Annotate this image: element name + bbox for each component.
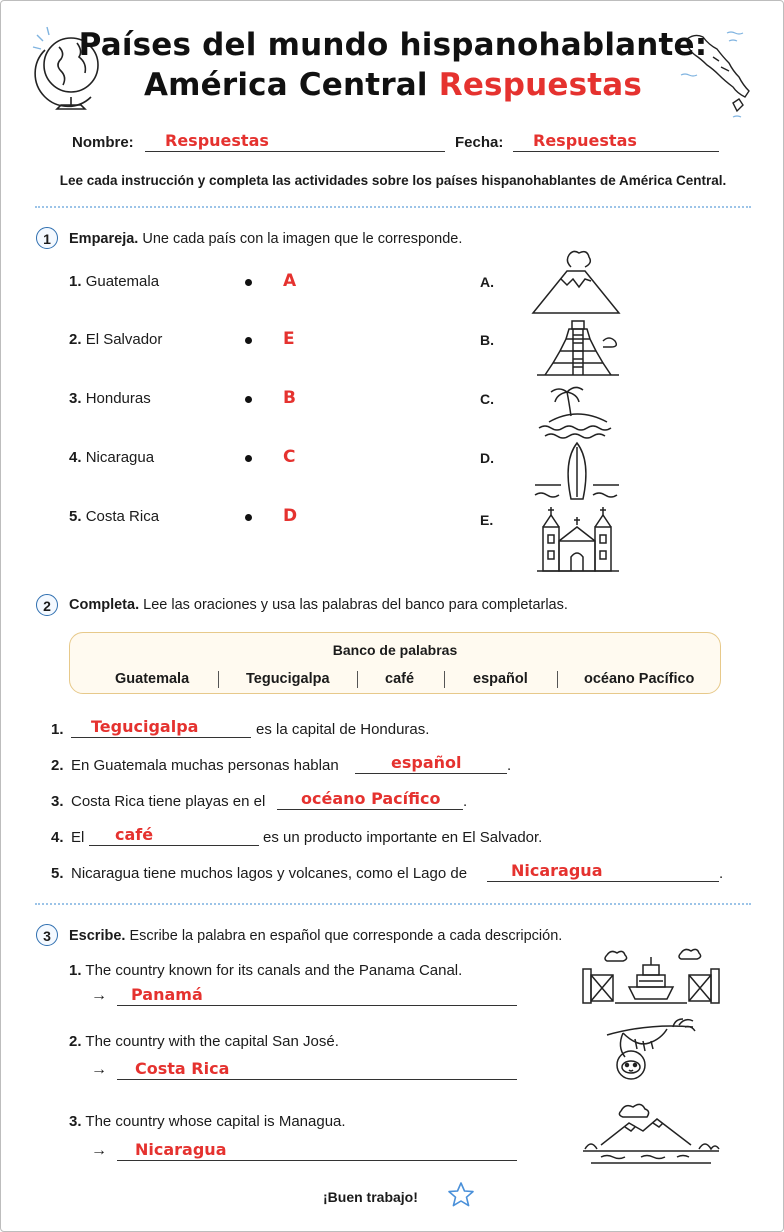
- option-letter: C.: [480, 391, 494, 407]
- section-number-badge: 1: [36, 227, 58, 249]
- blank-field[interactable]: [71, 717, 251, 738]
- section-3-heading: [69, 928, 562, 944]
- description-item: 3. The country whose capital is Managua.: [69, 1113, 346, 1130]
- sentence-text: En Guatemala muchas personas hablan: [71, 757, 339, 774]
- sentence-text: es un producto importante en El Salvador.: [263, 829, 543, 846]
- match-answer: B: [283, 388, 296, 408]
- match-dot[interactable]: [245, 396, 252, 403]
- instructions: Lee cada instrucción y completa las actividades sobre los países hispanohablantes de América Central.: [59, 173, 727, 188]
- volcano-icon: [531, 247, 621, 317]
- bank-word: océano Pacífico: [584, 671, 695, 687]
- date-value: Respuestas: [533, 131, 637, 150]
- bank-separator: [557, 671, 558, 688]
- blank-answer: Tegucigalpa: [91, 717, 199, 736]
- surfboard-icon: [533, 441, 621, 503]
- section-1-title: Empareja.: [69, 231, 139, 247]
- title-line-2: [1, 67, 784, 103]
- name-label: Nombre:: [72, 134, 134, 151]
- sentence-number: 5.: [51, 865, 64, 882]
- match-answer: A: [283, 271, 297, 291]
- island-icon: [537, 382, 619, 442]
- bank-word: español: [473, 671, 528, 687]
- title-answers-tag: Respuestas: [438, 67, 643, 103]
- word-bank: [69, 632, 721, 694]
- sentence-number: 2.: [51, 757, 64, 774]
- name-field[interactable]: [145, 131, 445, 152]
- sentence-text: .: [719, 865, 724, 882]
- sentence-text: .: [507, 757, 512, 774]
- match-item: 1. Guatemala: [69, 273, 160, 290]
- match-answer: D: [283, 506, 298, 526]
- sentence-text: es la capital de Honduras.: [256, 721, 430, 738]
- section-3-title: Escribe.: [69, 928, 126, 944]
- blank-field[interactable]: [89, 825, 259, 846]
- footer-text: ¡Buen trabajo!: [323, 1189, 418, 1205]
- canal-ship-icon: [581, 945, 721, 1007]
- section-2-heading: [69, 597, 568, 613]
- date-field[interactable]: [513, 131, 719, 152]
- option-letter: A.: [480, 274, 494, 290]
- description-item: 2. The country with the capital San José.: [69, 1033, 339, 1050]
- word-bank-title: Banco de palabras: [332, 642, 458, 658]
- bank-word: café: [385, 671, 415, 687]
- arrow-icon: →: [91, 1061, 107, 1078]
- written-answer: Costa Rica: [135, 1059, 230, 1078]
- divider: [35, 206, 751, 208]
- bank-separator: [357, 671, 358, 688]
- description-item: 1. The country known for its canals and the Panama Canal.: [69, 962, 463, 979]
- match-item: 2. El Salvador: [69, 331, 163, 348]
- answer-field[interactable]: [117, 985, 517, 1006]
- pyramid-icon: [533, 317, 623, 379]
- bank-word: Tegucigalpa: [246, 671, 330, 687]
- option-letter: B.: [480, 332, 494, 348]
- match-item: 5. Costa Rica: [69, 508, 160, 525]
- sentence-number: 4.: [51, 829, 64, 846]
- section-number-badge: 2: [36, 594, 58, 616]
- written-answer: Panamá: [131, 985, 203, 1004]
- sentence-number: 3.: [51, 793, 64, 810]
- sentence-text: .: [463, 793, 468, 810]
- blank-answer: café: [115, 825, 154, 844]
- match-answer: E: [283, 329, 295, 349]
- divider: [35, 903, 751, 905]
- title-line-1: Países del mundo hispanohablante:: [78, 27, 708, 63]
- match-item: 3. Honduras: [69, 390, 151, 407]
- star-icon: [447, 1181, 475, 1209]
- match-dot[interactable]: [245, 279, 252, 286]
- title-region: América Central: [143, 67, 428, 103]
- church-icon: [535, 505, 621, 575]
- bank-separator: [218, 671, 219, 688]
- section-2-text: Lee las oraciones y usa las palabras del banco para completarlas.: [143, 597, 568, 613]
- arrow-icon: →: [91, 987, 107, 1004]
- match-item: 4. Nicaragua: [69, 449, 155, 466]
- section-number-badge: 3: [36, 924, 58, 946]
- blank-answer: español: [391, 753, 462, 772]
- section-1-text: Une cada país con la imagen que le corresponde.: [142, 231, 463, 247]
- lake-volcano-icon: [581, 1099, 721, 1165]
- sentence-text: El: [71, 829, 85, 846]
- blank-field[interactable]: [355, 753, 507, 774]
- sentence-text: Costa Rica tiene playas en el: [71, 793, 266, 810]
- match-dot[interactable]: [245, 455, 252, 462]
- sentence-text: Nicaragua tiene muchos lagos y volcanes, como el Lago de: [71, 865, 468, 882]
- answer-field[interactable]: [117, 1059, 517, 1080]
- option-letter: E.: [480, 512, 494, 528]
- section-2-title: Completa.: [69, 597, 140, 613]
- arrow-icon: →: [91, 1142, 107, 1159]
- date-label: Fecha:: [455, 134, 504, 151]
- answer-field[interactable]: [117, 1140, 517, 1161]
- option-letter: D.: [480, 450, 494, 466]
- written-answer: Nicaragua: [135, 1140, 227, 1159]
- sloth-icon: [603, 1017, 699, 1087]
- match-dot[interactable]: [245, 337, 252, 344]
- match-answer: C: [283, 447, 296, 467]
- blank-field[interactable]: [277, 789, 463, 810]
- section-1-heading: [69, 231, 462, 247]
- blank-answer: océano Pacífico: [301, 789, 441, 808]
- match-dot[interactable]: [245, 514, 252, 521]
- bank-separator: [444, 671, 445, 688]
- name-value: Respuestas: [165, 131, 269, 150]
- sentence-number: 1.: [51, 721, 64, 738]
- section-3-text: Escribe la palabra en español que corresponde a cada descripción.: [129, 928, 563, 944]
- blank-answer: Nicaragua: [511, 861, 603, 880]
- bank-word: Guatemala: [115, 671, 190, 687]
- blank-field[interactable]: [487, 861, 719, 882]
